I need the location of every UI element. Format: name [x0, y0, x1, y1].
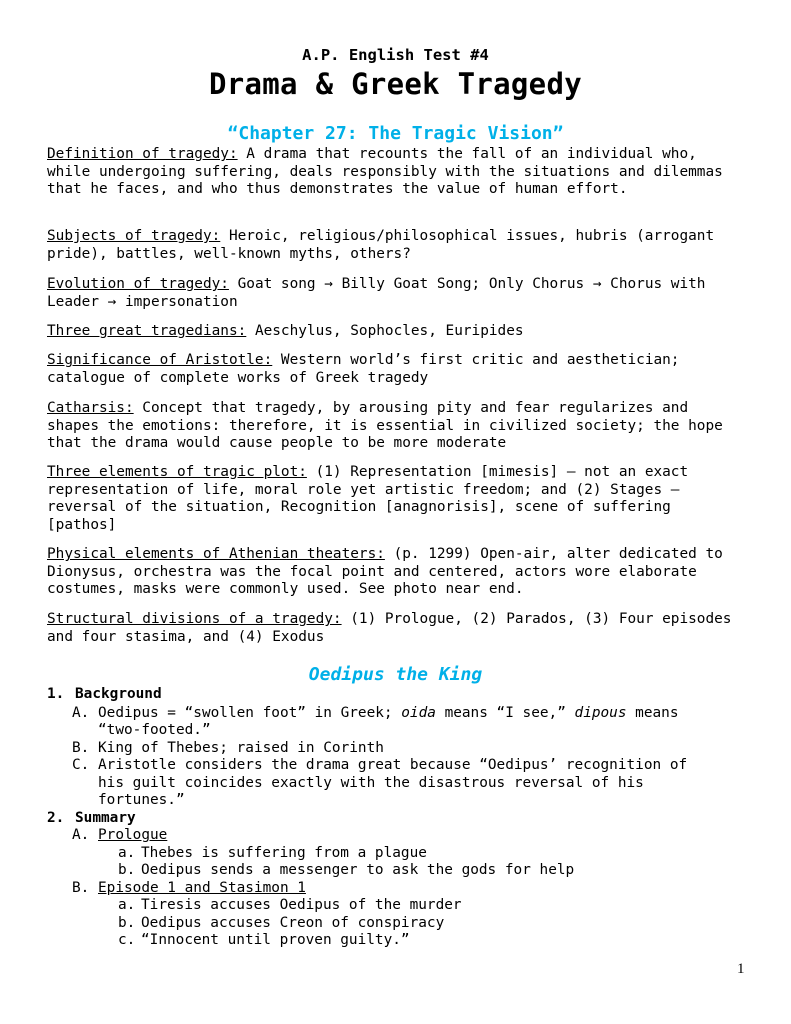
significance-of-aristotle	[47, 352, 747, 387]
athenian-theaters	[47, 546, 747, 599]
term-text: Heroic, religious/philosophical issues, hubris (arrogant pride), battles, well-known myths, others?	[47, 228, 715, 262]
list-item: Oedipus sends a messenger to ask the gods for help	[141, 862, 575, 878]
list-item: Tiresis accuses Oedipus of the murder	[141, 897, 462, 913]
section-title-prologue: Prologue	[98, 827, 168, 843]
evolution-of-tragedy	[47, 276, 747, 311]
list-item: Oedipus = “swollen foot” in Greek; oida means “I see,” dipous means	[98, 705, 679, 721]
list-item-cont: his guilt coincides exactly with the disastrous reversal of his	[98, 775, 644, 791]
term-text: (1) Prologue, (2) Parados, (3) Four episodes and four stasima, and (4) Exodus	[47, 611, 732, 645]
term-label: Evolution of tragedy:	[47, 276, 229, 292]
list-number: 1.	[47, 686, 65, 702]
list-number: 2.	[47, 810, 65, 826]
structural-divisions	[47, 611, 747, 646]
chapter-title: “Chapter 27: The Tragic Vision”	[227, 123, 564, 144]
term-text: (1) Representation [mimesis] – not an exact representation of life, moral role yet artistic freedom; and (2) Stages – reversal of the situation, Recognition [anagnorisis], scene of suffering [pathos]	[47, 464, 689, 533]
oedipus-title: Oedipus the King	[308, 664, 483, 685]
list-item: King of Thebes; raised in Corinth	[98, 740, 384, 756]
list-marker: B.	[72, 740, 90, 756]
term-label: Catharsis:	[47, 400, 134, 416]
subjects-of-tragedy	[47, 228, 747, 263]
term-text: Goat song → Billy Goat Song; Only Chorus → Chorus with Leader → impersonation	[47, 276, 706, 310]
term-label: Subjects of tragedy:	[47, 228, 221, 244]
term-label: Physical elements of Athenian theaters:	[47, 546, 385, 562]
list-marker: c.	[118, 932, 136, 948]
background-heading: Background	[75, 686, 162, 702]
catharsis	[47, 400, 747, 453]
list-item: Oedipus accuses Creon of conspiracy	[141, 915, 445, 931]
term-text: Concept that tragedy, by arousing pity and fear regularizes and shapes the emotions: therefore, it is essential in civilized society; the hope that the drama would cause people to be more moderate	[47, 400, 723, 451]
term-label: Three elements of tragic plot:	[47, 464, 307, 480]
list-item: Thebes is suffering from a plague	[141, 845, 427, 861]
test-title: A.P. English Test #4	[302, 46, 489, 64]
definition-tragedy	[47, 146, 747, 199]
list-item-cont: “two-footed.”	[98, 722, 211, 738]
term-label: Significance of Aristotle:	[47, 352, 273, 368]
list-item: “Innocent until proven guilty.”	[141, 932, 410, 948]
list-marker: a.	[118, 897, 136, 913]
list-marker: C.	[72, 757, 90, 773]
section-title-episode1: Episode 1 and Stasimon 1	[98, 880, 306, 896]
list-item: Aristotle considers the drama great because “Oedipus’ recognition of	[98, 757, 688, 773]
list-marker: B.	[72, 880, 90, 896]
term-label: Structural divisions of a tragedy:	[47, 611, 342, 627]
term-text: A drama that recounts the fall of an individual who, while undergoing suffering, deals responsibly with the situations and dilemmas that he faces, and who thus demonstrates the value of human effort.	[47, 146, 723, 197]
tragic-plot-elements	[47, 464, 747, 534]
term-label: Three great tragedians:	[47, 323, 247, 339]
term-text: (p. 1299) Open-air, alter dedicated to Dionysus, orchestra was the focal point and centered, actors wore elaborate costumes, masks were commonly used. See photo near end.	[47, 546, 723, 597]
term-text: Aeschylus, Sophocles, Euripides	[246, 323, 524, 339]
list-item-cont: fortunes.”	[98, 792, 185, 808]
list-marker: A.	[72, 705, 90, 721]
term-label: Definition of tragedy:	[47, 146, 238, 162]
list-marker: a.	[118, 845, 136, 861]
summary-heading: Summary	[75, 810, 136, 826]
page-number: 1	[737, 961, 745, 977]
list-marker: b.	[118, 915, 136, 931]
main-title: Drama & Greek Tragedy	[209, 67, 582, 101]
three-tragedians	[47, 323, 747, 341]
list-marker: b.	[118, 862, 136, 878]
list-marker: A.	[72, 827, 90, 843]
term-text: Western world’s first critic and aesthetician; catalogue of complete works of Greek tragedy	[47, 352, 680, 386]
